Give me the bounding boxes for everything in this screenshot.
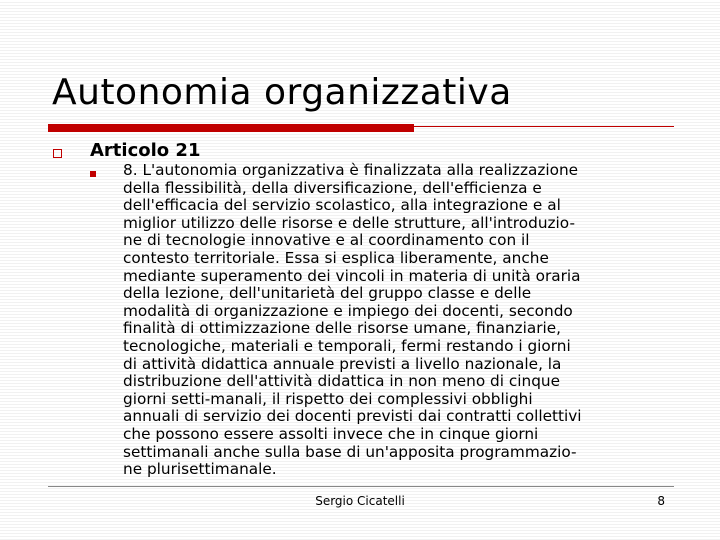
text-line: ne plurisettimanale. bbox=[123, 460, 277, 479]
text-line: annuali di servizio dei docenti previsti dai contratti collettivi bbox=[123, 407, 582, 426]
title-underline-thin bbox=[414, 126, 674, 127]
text-line: della flessibilità, della diversificazione, dell'efficienza e bbox=[123, 178, 542, 197]
text-line: mediante superamento dei vincoli in materia di unità oraria bbox=[123, 266, 581, 285]
slide-title: Autonomia organizzativa bbox=[52, 72, 512, 113]
text-line: distribuzione dell'attività didattica in non meno di cinque bbox=[123, 372, 561, 391]
text-line: tecnologiche, materiali e temporali, fermi restando i giorni bbox=[123, 336, 571, 355]
text-line: 8. L'autonomia organizzativa è finalizzata alla realizzazione bbox=[123, 161, 579, 179]
text-line: di attività didattica annuale previsti a livello nazionale, la bbox=[123, 354, 562, 373]
text-line: ne di tecnologie innovative e al coordinamento con il bbox=[123, 231, 530, 250]
text-line: modalità di organizzazione e impiego dei docenti, secondo bbox=[123, 301, 573, 320]
article-heading: Articolo 21 bbox=[90, 140, 201, 161]
text-line: della lezione, dell'unitarietà del gruppo classe e delle bbox=[123, 284, 532, 303]
text-line: settimanali anche sulla base di un'apposita programmazio- bbox=[123, 442, 577, 461]
footer-divider bbox=[48, 486, 674, 487]
title-underline-thick bbox=[48, 124, 414, 132]
page-number: 8 bbox=[657, 494, 665, 508]
text-line: contesto territoriale. Essa si esplica liberamente, anche bbox=[123, 248, 549, 267]
article-text bbox=[123, 162, 582, 479]
text-line: giorni setti-manali, il rispetto dei complessivi obblighi bbox=[123, 389, 533, 408]
text-line: miglior utilizzo delle risorse e delle strutture, all'introduzio- bbox=[123, 213, 575, 232]
text-line: dell'efficacia del servizio scolastico, alla integrazione e al bbox=[123, 196, 561, 215]
text-line: che possono essere assolti invece che in cinque giorni bbox=[123, 424, 539, 443]
filled-square-bullet-icon bbox=[90, 171, 96, 177]
footer-author: Sergio Cicatelli bbox=[315, 494, 405, 508]
text-line: finalità di ottimizzazione delle risorse umane, finanziarie, bbox=[123, 319, 562, 338]
hollow-square-bullet-icon bbox=[53, 149, 62, 158]
